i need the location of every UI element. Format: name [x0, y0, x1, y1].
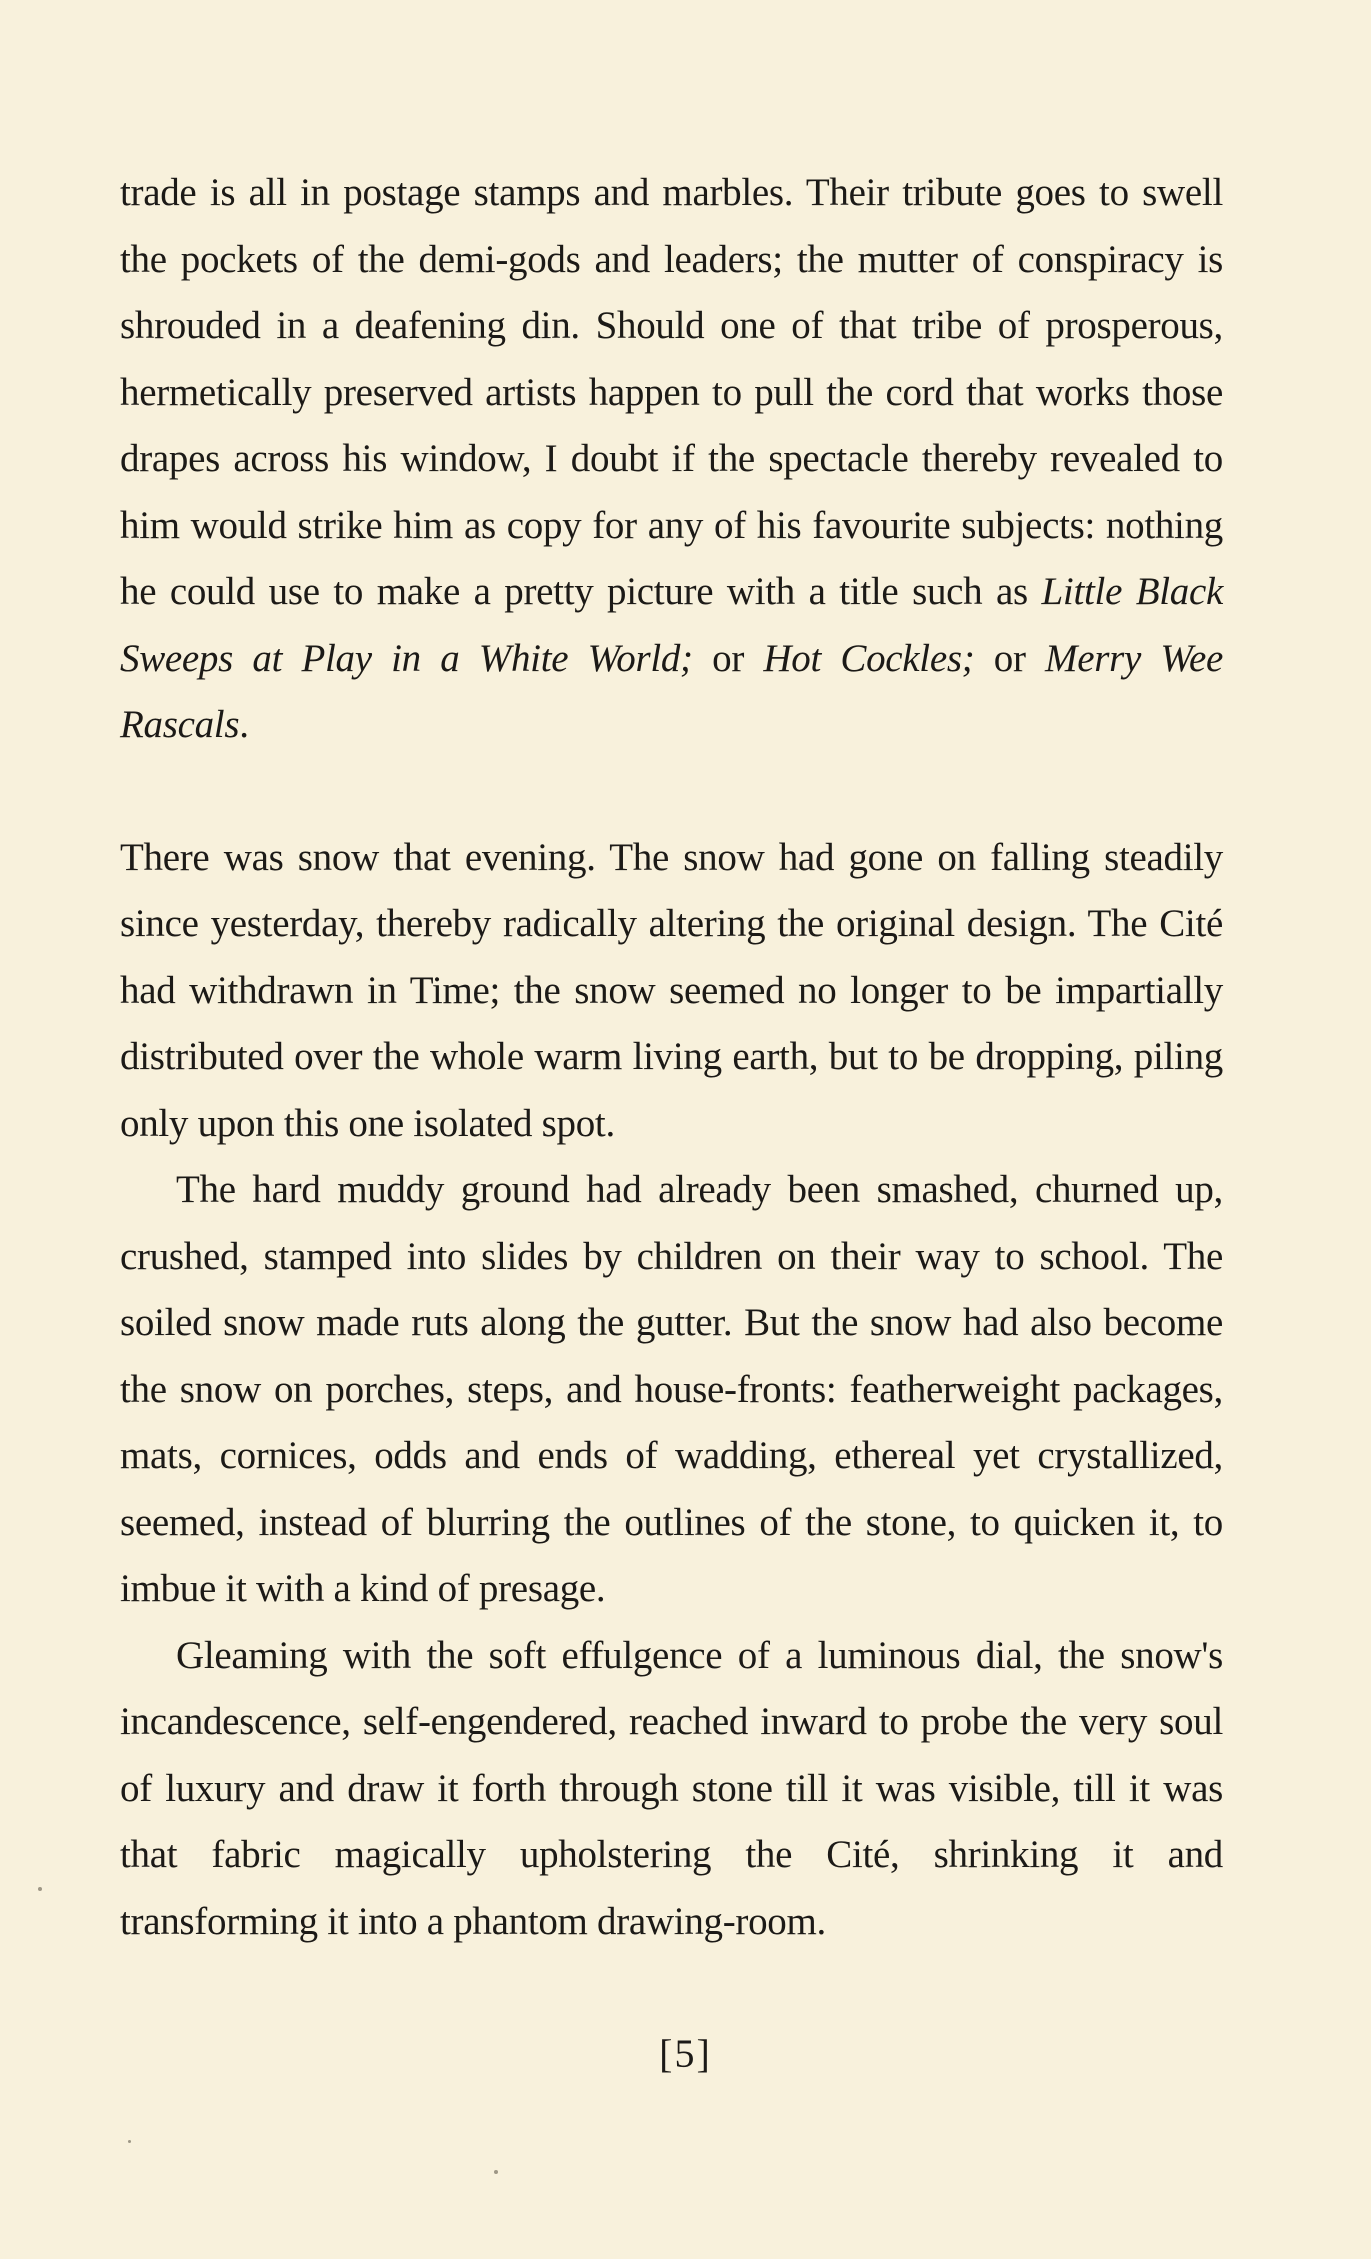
paragraph-4: Gleaming with the soft effulgence of a luminous dial, the snow's incandescence, self-engendered, reached inward to probe the very soul of luxury and draw it forth through stone till it was visible, till it was that fabric magically upholstering the Cité, shrinking it and transforming it into a phantom drawing-room. — [120, 1633, 1223, 1943]
paragraph-1-end: . — [239, 703, 249, 746]
paragraph-2: There was snow that evening. The snow had gone on falling steadily since yesterday, thereby radically altering the original design. The Cité had withdrawn in Time; the snow seemed no longer to be impartially distributed over the whole warm living earth, but to be dropping, piling only upon this one isolated spot. — [120, 835, 1223, 1145]
page-body — [120, 160, 1223, 1955]
title-merry-wee-rascals: Merry Wee Rascals — [120, 636, 1224, 746]
paper-speck — [128, 2140, 131, 2143]
paragraph-3: The hard muddy ground had already been smashed, churned up, crushed, stamped into slides by children on their way to school. The soiled snow made ruts along the gutter. But the snow had also become the snow on porches, steps, and house-fronts: featherweight packages, mats, cornices, odds and ends of wadding, ethereal yet crystallized, seemed, instead of blurring the outlines of the stone, to quicken it, to imbue it with a kind of presage. — [120, 1168, 1223, 1610]
paragraph-1-conjunction-2: or — [974, 636, 1046, 680]
paragraph-1-conjunction-1: or — [692, 636, 764, 680]
paper-speck — [494, 2170, 498, 2174]
page-number: [5] — [659, 2031, 712, 2076]
paper-speck — [38, 1887, 42, 1891]
title-little-black-sweeps: Little Black Sweeps at Play in a White World; — [120, 570, 1223, 680]
title-hot-cockles: Hot Cockles; — [763, 636, 975, 680]
paragraph-1-text: trade is all in postage stamps and marbles. Their tribute goes to swell the pockets of the demi-gods and leaders; the mutter of conspiracy is shrouded in a deafening din. Should one of that tribe of prosperous, hermetically preserved artists happen to pull the cord that works those drapes across his window, I doubt if the spectacle thereby revealed to him would strike him as copy for any of his favourite subjects: nothing he could use to make a pretty picture with a title such as — [120, 171, 1223, 613]
paragraph-1 — [120, 160, 1223, 759]
